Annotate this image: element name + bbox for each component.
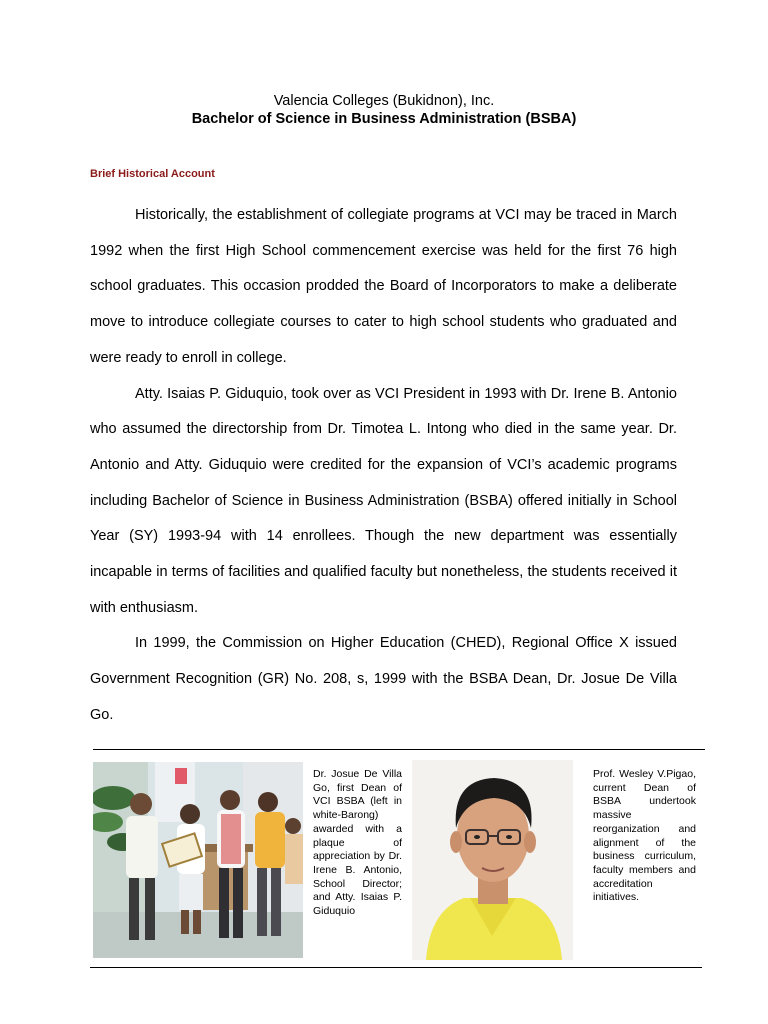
figure-top-rule bbox=[93, 749, 705, 750]
paragraph-3: In 1999, the Commission on Higher Education (CHED), Regional Office X issued Government Recognition (GR) No. 208, s, 1999 with the BSBA Dean, Dr. Josue De Villa Go. bbox=[90, 635, 677, 723]
figure-bottom-rule bbox=[90, 967, 702, 968]
photo-caption-left: Dr. Josue De Villa Go, first Dean of VCI BSBA (left in white-Barong) awarded with a plaque of appreciation by Dr. Irene B. Antonio, School Director; and Atty. Isaias P. Giduquio bbox=[313, 768, 402, 918]
dean-portrait-photo bbox=[412, 760, 573, 960]
paragraph-1: Historically, the establishment of collegiate programs at VCI may be traced in March 1992 when the first High School commencement exercise was held for the first 76 high school graduates. This occasion prodded the Board of Incorporators to make a deliberate move to introduce collegiate courses to cater to high school students who graduated and were ready to enroll in college. bbox=[90, 207, 677, 366]
body-text bbox=[90, 198, 677, 734]
award-ceremony-photo bbox=[93, 762, 303, 958]
organization-name: Valencia Colleges (Bukidnon), Inc. bbox=[273, 93, 495, 109]
photo-caption-right: Prof. Wesley V.Pigao, current Dean of BSBA undertook massive reorganization and alignment of the business curriculum, faculty members and accreditation initiatives. bbox=[593, 768, 696, 904]
paragraph-2: Atty. Isaias P. Giduquio, took over as VCI President in 1993 with Dr. Irene B. Antonio who assumed the directorship from Dr. Timotea L. Intong who died in the same year. Dr. Antonio and Atty. Giduquio were credited for the expansion of VCI’s academic programs including Bachelor of Science in Business Administration (BSBA) offered initially in School Year (SY) 1993-94 with 14 enrollees. Though the new department was essentially incapable in terms of facilities and qualified faculty but nonetheless, the students received it with enthusiasm. bbox=[90, 385, 677, 616]
section-heading: Brief Historical Account bbox=[90, 168, 215, 180]
program-title: Bachelor of Science in Business Administration (BSBA) bbox=[191, 111, 577, 127]
